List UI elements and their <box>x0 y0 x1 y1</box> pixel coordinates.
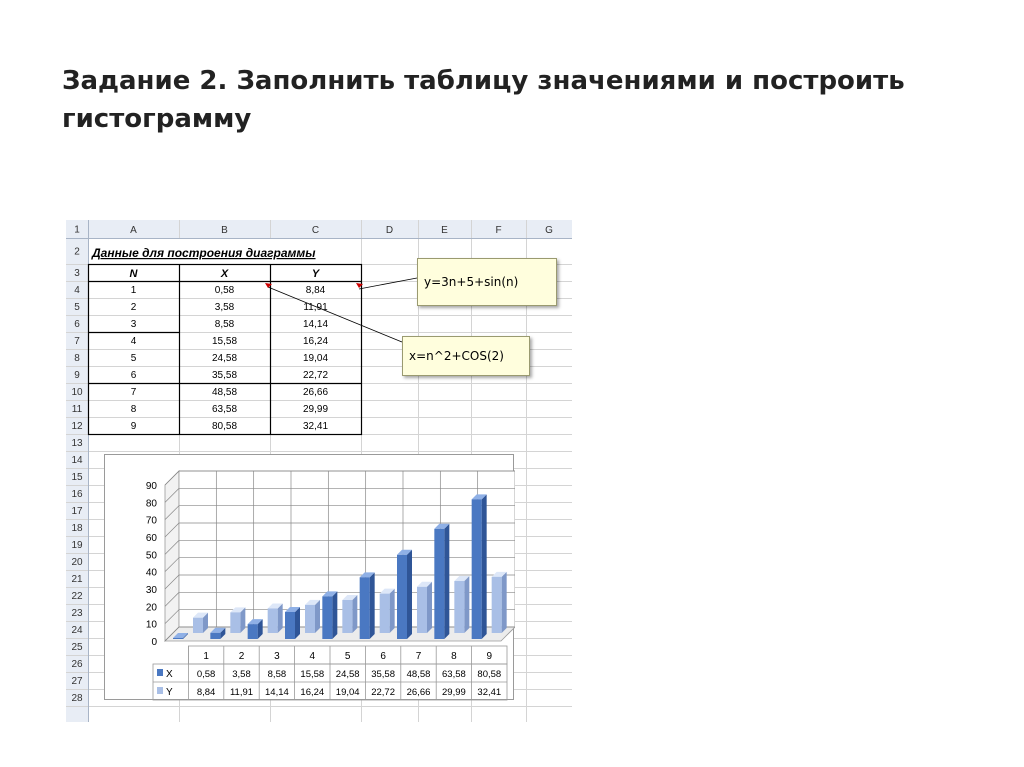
table-cell: 63,58 <box>211 404 238 415</box>
row-header-17: 17 <box>71 506 83 517</box>
row-header-6: 6 <box>74 319 80 330</box>
table-cell: 15,58 <box>211 336 238 347</box>
bar-side-Y <box>464 576 469 633</box>
bar-Y-6 <box>380 594 390 633</box>
table-cell: 1 <box>130 285 137 296</box>
row-header-21: 21 <box>71 574 83 585</box>
data-label-X: 0,58 <box>196 669 216 680</box>
data-label-Y: 29,99 <box>442 687 466 698</box>
y-tick-label: 60 <box>145 533 157 544</box>
table-cell: 22,72 <box>302 370 329 381</box>
row-header-19: 19 <box>71 540 83 551</box>
bar-Y-3 <box>268 608 278 633</box>
row-header-1: 1 <box>74 224 80 236</box>
bar-X-1 <box>173 638 183 639</box>
table-cell: 8,84 <box>305 285 326 296</box>
y-tick-label: 0 <box>151 637 157 648</box>
data-label-Y: 22,72 <box>371 687 395 698</box>
data-label-Y: 14,14 <box>265 687 289 698</box>
data-label-X: 24,58 <box>335 669 360 680</box>
y-tick-label: 80 <box>145 498 157 510</box>
data-label-Y: 8,84 <box>196 687 216 698</box>
data-label-Y: 26,66 <box>406 687 431 698</box>
x-tick-label: 8 <box>451 651 457 662</box>
y-callout-leader <box>359 278 417 289</box>
bar-Y-5 <box>342 600 352 633</box>
table-cell: 11,91 <box>303 302 328 313</box>
histogram-svg <box>105 455 515 701</box>
data-label-X: 63,58 <box>442 669 466 680</box>
table-cell: 0,58 <box>214 285 235 296</box>
column-header-C: C <box>311 225 320 236</box>
bar-side-Y <box>315 600 320 633</box>
table-cell: 6 <box>130 370 137 381</box>
row-header-27: 27 <box>71 676 83 687</box>
row-header-5: 5 <box>74 302 80 313</box>
legend-label-Y: Y <box>166 687 173 698</box>
x-tick-label: 7 <box>415 651 422 662</box>
row-header-16: 16 <box>71 489 83 500</box>
row-header-22: 22 <box>71 591 83 602</box>
data-label-X: 8,58 <box>267 669 287 680</box>
spreadsheet <box>66 220 572 722</box>
table-cell: 2 <box>130 302 137 313</box>
table-cell: 35,58 <box>211 370 238 381</box>
x-formula-callout[interactable] <box>402 336 530 376</box>
x-tick-label: 6 <box>380 651 386 662</box>
table-cell: 4 <box>130 336 137 347</box>
row-header-20: 20 <box>71 557 83 568</box>
bar-Y-9 <box>492 577 502 633</box>
bar-side-X <box>370 572 375 639</box>
row-header-15: 15 <box>71 472 83 483</box>
bar-side-Y <box>390 589 395 633</box>
column-header-G: G <box>545 225 553 236</box>
table-cell: 48,58 <box>211 387 238 398</box>
y-tick-label: 70 <box>145 515 157 527</box>
histogram-chart[interactable] <box>104 454 514 700</box>
bar-X-8 <box>434 529 444 639</box>
row-header-25: 25 <box>71 642 83 653</box>
column-header-A: A <box>130 225 137 236</box>
column-header-B: B <box>221 225 228 236</box>
table-cell: 3,58 <box>214 302 235 313</box>
y-formula-callout[interactable] <box>417 258 557 306</box>
x-callout-leader <box>268 287 402 342</box>
header-N: N <box>129 268 138 280</box>
y-tick-label: 50 <box>145 550 157 562</box>
x-tick-label: 9 <box>486 651 493 662</box>
table-title: Данные для построения диаграммы <box>92 246 316 260</box>
row-header-11: 11 <box>71 404 83 415</box>
bar-X-6 <box>360 577 370 639</box>
data-label-Y: 16,24 <box>300 687 325 698</box>
side-wall <box>165 471 179 641</box>
table-cell: 8,58 <box>214 319 235 330</box>
x-tick-label: 5 <box>344 651 351 662</box>
data-label-X: 15,58 <box>300 669 325 680</box>
table-cell: 26,66 <box>302 387 329 398</box>
bar-side-Y <box>502 572 507 633</box>
bar-Y-1 <box>193 618 203 633</box>
row-header-8: 8 <box>74 353 80 364</box>
row-header-7: 7 <box>74 336 80 347</box>
row-header-13: 13 <box>71 438 83 449</box>
y-tick-label: 30 <box>145 585 157 596</box>
row-header-24: 24 <box>71 625 83 636</box>
data-label-X: 48,58 <box>406 669 431 680</box>
bar-X-5 <box>322 596 332 639</box>
bar-side-X <box>444 524 449 639</box>
bar-X-7 <box>397 555 407 639</box>
table-cell: 8 <box>130 404 137 415</box>
bar-side-Y <box>352 595 357 633</box>
bar-X-4 <box>285 612 295 639</box>
row-header-28: 28 <box>71 693 83 704</box>
row-header-9: 9 <box>74 370 80 381</box>
column-header-F: F <box>495 225 502 236</box>
y-formula-text: y=3n+5+sin(n) <box>424 275 519 289</box>
data-label-X: 35,58 <box>371 669 395 680</box>
x-tick-label: 1 <box>203 651 209 662</box>
row-header-26: 26 <box>71 659 83 670</box>
bar-Y-2 <box>230 612 240 633</box>
bar-side-X <box>295 607 300 639</box>
table-cell: 3 <box>130 319 137 330</box>
row-header-23: 23 <box>71 608 83 619</box>
table-cell: 80,58 <box>211 421 238 432</box>
table-cell: 9 <box>130 421 137 432</box>
slide-title <box>62 62 962 138</box>
y-tick-label: 40 <box>145 567 157 579</box>
table-cell: 14,14 <box>302 319 329 330</box>
bar-side-Y <box>278 603 283 633</box>
data-label-X: 80,58 <box>477 669 502 680</box>
slide-title-line2: гистограмму <box>62 104 252 134</box>
row-header-3: 3 <box>74 268 80 279</box>
row-header-2: 2 <box>74 246 80 258</box>
row-header-10: 10 <box>71 387 83 398</box>
x-tick-label: 4 <box>309 651 316 662</box>
data-label-Y: 11,91 <box>229 687 254 698</box>
row-header-18: 18 <box>71 523 83 534</box>
table-cell: 24,58 <box>211 353 238 364</box>
legend-key-Y <box>157 687 163 694</box>
row-header-4: 4 <box>74 285 80 296</box>
legend-key-X <box>157 669 163 676</box>
bar-side-Y <box>427 582 432 633</box>
bar-side-X <box>332 591 337 639</box>
bar-X-9 <box>472 499 482 639</box>
header-Y: Y <box>311 268 320 280</box>
table-cell: 32,41 <box>302 421 329 432</box>
slide-title-line1: Задание 2. Заполнить таблицу значениями и построить <box>62 66 905 96</box>
table-cell: 7 <box>130 387 137 398</box>
column-header-D: D <box>385 225 394 236</box>
row-header-14: 14 <box>71 455 83 466</box>
bar-Y-8 <box>454 581 464 633</box>
table-cell: 5 <box>130 353 137 364</box>
data-label-Y: 19,04 <box>335 687 360 698</box>
table-cell: 16,24 <box>302 336 329 347</box>
column-header-E: E <box>441 225 448 236</box>
data-label-Y: 32,41 <box>477 687 502 698</box>
bar-X-3 <box>248 624 258 639</box>
bar-Y-7 <box>417 587 427 633</box>
bar-side-X <box>407 550 412 639</box>
table-cell: 19,04 <box>302 353 329 364</box>
bar-Y-4 <box>305 605 315 633</box>
row-header-12: 12 <box>71 421 83 432</box>
table-cell: 29,99 <box>302 404 329 415</box>
y-tick-label: 90 <box>145 481 157 492</box>
x-tick-label: 3 <box>274 651 280 662</box>
y-tick-label: 10 <box>145 619 157 631</box>
data-label-X: 3,58 <box>232 669 251 680</box>
bar-X-2 <box>210 633 220 639</box>
x-formula-text: x=n^2+COS(2) <box>409 349 504 363</box>
y-tick-label: 20 <box>145 602 157 614</box>
x-tick-label: 2 <box>238 651 245 662</box>
bar-side-X <box>482 494 487 639</box>
legend-label-X: X <box>166 669 173 680</box>
header-X: X <box>220 268 229 280</box>
